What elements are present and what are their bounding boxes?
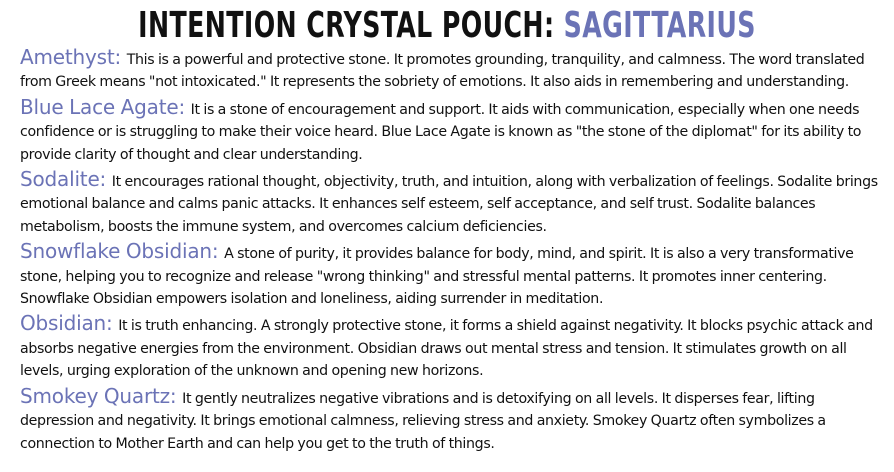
stone-description: It is a stone of encouragement and support. It aids with communication, especially when one needs confidence or is struggling to make their voice heard. Blue Lace Agate is known as "the stone of the diplomat" for its ability to provide clarity of thought and clear understanding. — [20, 101, 862, 163]
stone-entry-smokey-quartz — [20, 385, 886, 455]
stone-name: Amethyst: — [20, 45, 122, 69]
stone-entry-sodalite — [20, 168, 886, 238]
title-zodiac-sign: SAGITTARIUS — [563, 5, 756, 46]
stone-name: Obsidian: — [20, 311, 113, 336]
stone-list — [20, 46, 886, 457]
stone-description: This is a powerful and protective stone. It promotes grounding, tranquility, and calmness. The word translated from Greek means "not intoxicated." It represents the sobriety of emotions. It also aids in remembering and understanding. — [20, 52, 865, 91]
stone-entry-snowflake-obsidian — [20, 240, 886, 310]
stone-name: Snowflake Obsidian: — [20, 239, 219, 264]
title-main: INTENTION CRYSTAL POUCH: — [138, 5, 564, 46]
page-title — [98, 4, 795, 48]
stone-name: Smokey Quartz: — [20, 383, 177, 408]
stone-name: Sodalite: — [20, 167, 107, 192]
stone-name: Blue Lace Agate: — [20, 94, 185, 119]
stone-entry-blue-lace-agate — [20, 96, 886, 166]
stone-entry-amethyst — [20, 46, 886, 94]
stone-entry-obsidian — [20, 312, 886, 382]
stone-description: It encourages rational thought, objectivity, truth, and intuition, along with verbalization of feelings. Sodalite brings emotional balance and calms panic attacks. It enhances self esteem, self acceptance, and self trust. Sodalite balances metabolism, boosts the immune system, and overcomes calcium deficiencies. — [20, 174, 878, 235]
stone-description: It gently neutralizes negative vibrations and is detoxifying on all levels. It disperses fear, lifting depression and negativity. It brings emotional calmness, relieving stress and anxiety. Smokey Quartz often symbolizes a connection to Mother Earth and can help you get to the truth of things. — [20, 390, 826, 452]
stone-description: A stone of purity, it provides balance for body, mind, and spirit. It is also a very transformative stone, helping you to recognize and release "wrong thinking" and stressful mental patterns. It promotes inner centering. Snowflake Obsidian empowers isolation and loneliness, aiding surrender in meditation. — [20, 246, 854, 308]
stone-description: It is truth enhancing. A strongly protective stone, it forms a shield against negativity. It blocks psychic attack and absorbs negative energies from the environment. Obsidian draws out mental stress and tension. It stimulates growth on all levels, urging exploration of the unknown and opening new horizons. — [20, 318, 873, 380]
